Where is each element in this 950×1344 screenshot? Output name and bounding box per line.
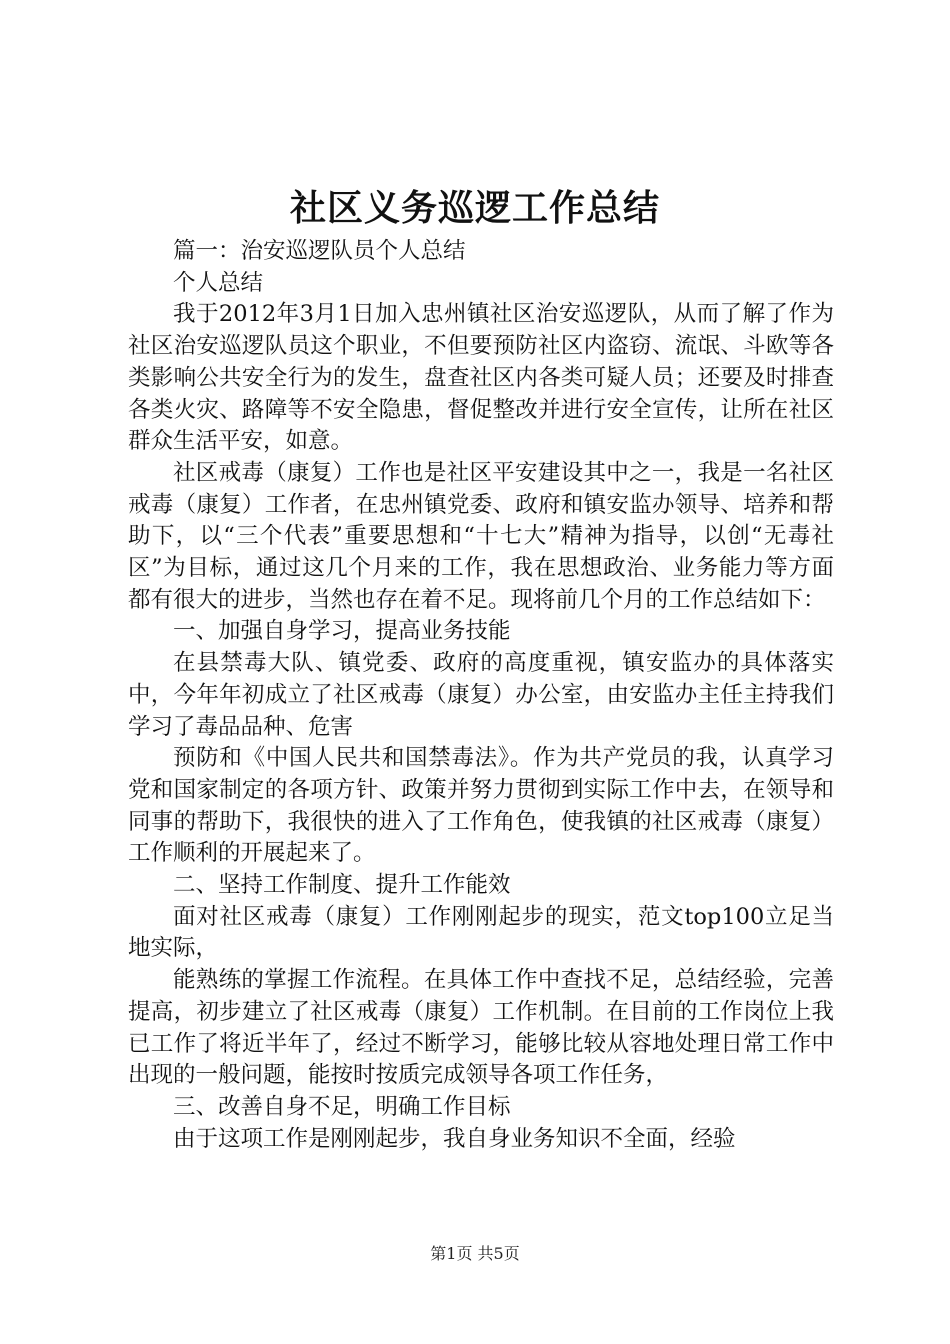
body-paragraph: 社区戒毒（康复）工作也是社区平安建设其中之一，我是一名社区戒毒（康复）工作者，在忠州镇党委、政府和镇安监办领导、培养和帮助下，以“三个代表”重要思想和“十七大”精神为指导，以创“无毒社区”为目标，通过这几个月来的工作，我在思想政治、业务能力等方面都有很大的进步，当然也存在着不足。现将前几个月的工作总结如下： [128,459,834,613]
body-paragraph: 我于2012年3月1日加入忠州镇社区治安巡逻队，从而了解了作为社区治安巡逻队员这个职业，不但要预防社区内盗窃、流氓、斗欧等各类影响公共安全行为的发生，盘查社区内各类可疑人员；还要及时排查各类火灾、路障等不安全隐患，督促整改并进行安全宣传，让所在社区群众生活平安，如意。 [128,301,834,455]
section-heading-one: 一、加强自身学习，提高业务技能 [173,618,511,645]
subheading-personal-summary: 个人总结 [173,269,264,296]
body-paragraph: 能熟练的掌握工作流程。在具体工作中查找不足，总结经验，完善提高，初步建立了社区戒毒（康复）工作机制。在目前的工作岗位上我已工作了将近半年了，经过不断学习，能够比较从容地处理日常工作中出现的一般问题，能按时按质完成领导各项工作任务， [128,967,834,1089]
document-body [128,236,834,1155]
section-heading-three: 三、改善自身不足，明确工作目标 [173,1093,511,1120]
body-paragraph: 在县禁毒大队、镇党委、政府的高度重视，镇安监办的具体落实中，今年年初成立了社区戒毒（康复）办公室，由安监办主任主持我们学习了毒品品种、危害 [128,650,834,740]
page-footer: 第1页 共5页 [430,1244,520,1263]
section-heading-part-one: 篇一：治安巡逻队员个人总结 [173,238,466,264]
body-paragraph: 预防和《中国人民共和国禁毒法》。作为共产党员的我，认真学习党和国家制定的各项方针、政策并努力贯彻到实际工作中去，在领导和同事的帮助下，我很快的进入了工作角色，使我镇的社区戒毒（康复）工作顺利的开展起来了。 [128,745,834,867]
document-title: 社区义务巡逻工作总结 [289,187,660,229]
section-heading-two: 二、坚持工作制度、提升工作能效 [173,872,511,899]
body-paragraph: 面对社区戒毒（康复）工作刚刚起步的现实，范文top100立足当地实际， [128,903,834,962]
body-paragraph: 由于这项工作是刚刚起步，我自身业务知识不全面，经验 [173,1125,736,1152]
